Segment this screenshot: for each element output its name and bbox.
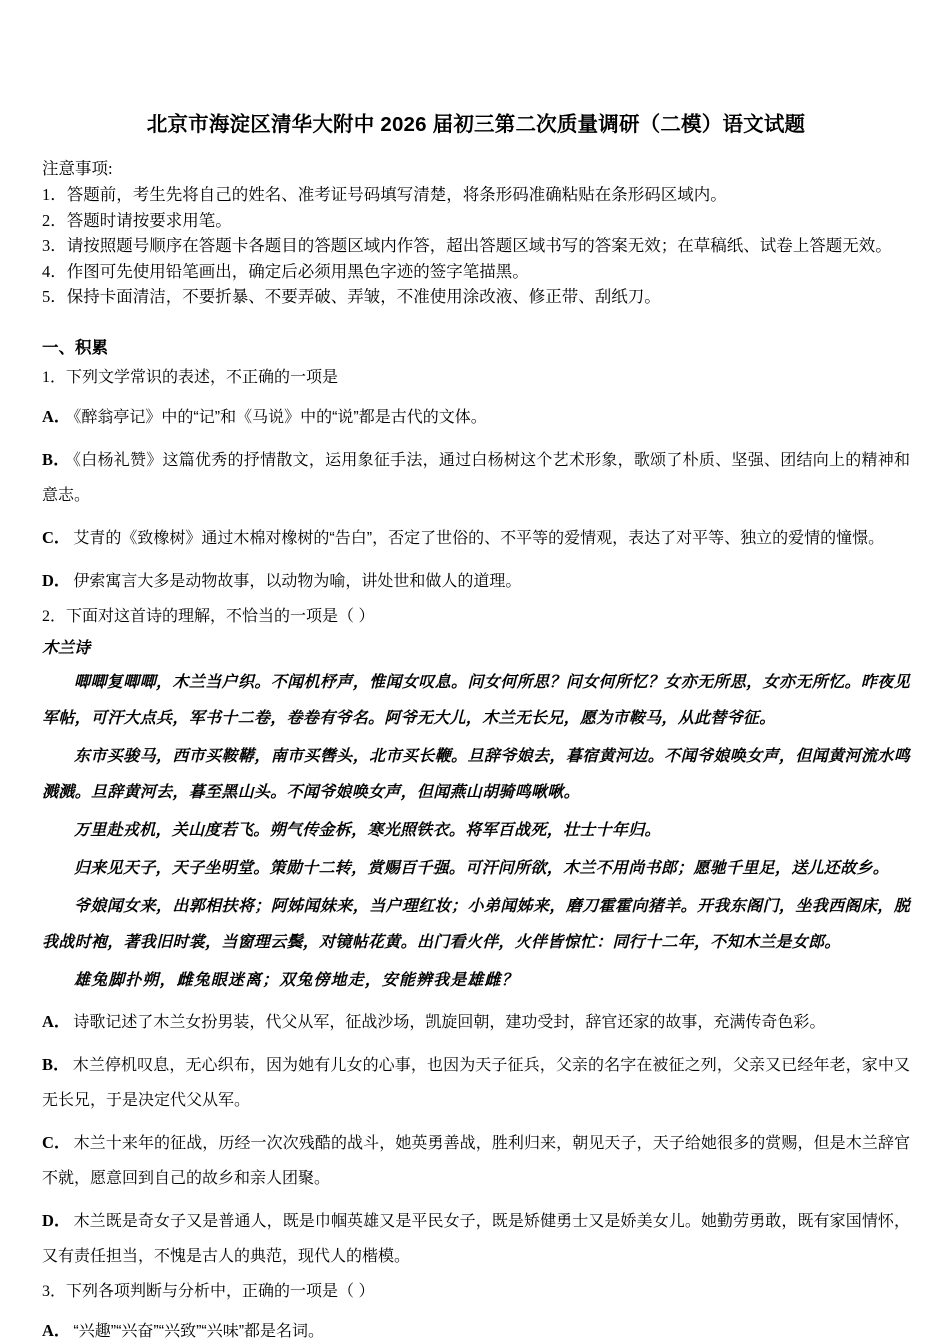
question-stem-3 bbox=[42, 1277, 910, 1305]
question-text: 下面对这首诗的理解，不恰当的一项是（ ） bbox=[66, 607, 375, 625]
section-heading-accumulation: 一、积累 bbox=[42, 338, 108, 357]
question-stem-2 bbox=[42, 602, 910, 630]
option-item[interactable] bbox=[42, 395, 910, 438]
poem-paragraph: 雄兔脚扑朔，雌兔眼迷离；双兔傍地走，安能辨我是雄雌？ bbox=[74, 971, 519, 989]
option-item[interactable] bbox=[42, 1043, 910, 1121]
question-number: 2． bbox=[42, 607, 67, 625]
option-text: 《醉翁亭记》中的“记”和《马说》中的“说”都是古代的文体。 bbox=[73, 408, 487, 426]
question-number: 3． bbox=[42, 1282, 67, 1300]
question-text: 下列各项判断与分析中，正确的一项是（ ） bbox=[66, 1282, 375, 1300]
notice-item: 1．答题前，考生先将自己的姓名、准考证号码填写清楚，将条形码准确粘贴在条形码区域内。 bbox=[42, 185, 727, 204]
question-number: 1． bbox=[42, 368, 67, 386]
option-item[interactable] bbox=[42, 1121, 910, 1199]
notice-heading: 注意事项: bbox=[42, 159, 113, 178]
option-letter: C． bbox=[42, 1132, 71, 1152]
poem-paragraph: 归来见天子，天子坐明堂。策勋十二转，赏赐百千强。可汗问所欲，木兰不用尚书郎；愿驰千里足，送儿还故乡。 bbox=[74, 859, 890, 877]
notice-item: 3．请按照题号顺序在答题卡各题目的答题区域内作答，超出答题区域书写的答案无效；在草稿纸、试卷上答题无效。 bbox=[42, 236, 892, 255]
poem-paragraph: 爷娘闻女来，出郭相扶将；阿姊闻妹来，当户理红妆；小弟闻姊来，磨刀霍霍向猪羊。开我东阁门，坐我西阁床，脱我战时袍，著我旧时裳，当窗理云鬓，对镜帖花黄。出门看火伴，火伴皆惊忙：同行十二年，不知木兰是女郎。 bbox=[42, 897, 910, 951]
poem-passage bbox=[42, 634, 910, 1000]
option-text: 木兰既是奇女子又是普通人，既是巾帼英雄又是平民女子，既是矫健勇士又是娇美女儿。她勤劳勇敢，既有家国情怀，又有责任担当，不愧是古人的典范，现代人的楷模。 bbox=[42, 1212, 910, 1265]
option-item[interactable] bbox=[42, 438, 910, 516]
notice-item: 5．保持卡面清洁，不要折暴、不要弄破、弄皱，不准使用涂改液、修正带、刮纸刀。 bbox=[42, 287, 661, 306]
option-item[interactable] bbox=[42, 559, 910, 602]
option-letter: A． bbox=[42, 406, 71, 426]
option-item[interactable] bbox=[42, 1000, 910, 1043]
option-text: 伊索寓言大多是动物故事，以动物为喻，讲处世和做人的道理。 bbox=[73, 572, 522, 590]
option-letter: D． bbox=[42, 570, 71, 590]
option-letter: B． bbox=[42, 449, 71, 469]
option-item[interactable] bbox=[42, 516, 910, 559]
option-letter: A． bbox=[42, 1320, 71, 1340]
poem-paragraph: 唧唧复唧唧，木兰当户织。不闻机杼声，惟闻女叹息。问女何所思？问女何所忆？女亦无所思，女亦无所忆。昨夜见军帖，可汗大点兵，军书十二卷，卷卷有爷名。阿爷无大儿，木兰无长兄，愿为市鞍马，从此替爷征。 bbox=[42, 673, 910, 727]
option-text: 诗歌记述了木兰女扮男装，代父从军，征战沙场，凯旋回朝，建功受封，辞官还家的故事，充满传奇色彩。 bbox=[73, 1013, 826, 1031]
page-title: 北京市海淀区清华大附中 2026 届初三第二次质量调研（二模）语文试题 bbox=[146, 113, 806, 136]
question-stem-1 bbox=[42, 363, 910, 391]
option-text: 木兰停机叹息，无心织布，因为她有儿女的心事，也因为天子征兵，父亲的名字在被征之列，父亲又已经年老，家中又无长兄，于是决定代父从军。 bbox=[42, 1056, 910, 1109]
poem-paragraph: 东市买骏马，西市买鞍鞯，南市买辔头，北市买长鞭。旦辞爷娘去，暮宿黄河边。不闻爷娘唤女声，但闻黄河流水鸣溅溅。旦辞黄河去，暮至黑山头。不闻爷娘唤女声，但闻燕山胡骑鸣啾啾。 bbox=[42, 747, 910, 801]
poem-title: 木兰诗 bbox=[42, 639, 91, 657]
option-text: 艾青的《致橡树》通过木棉对橡树的“告白”，否定了世俗的、不平等的爱情观，表达了对平等、独立的爱情的憧憬。 bbox=[73, 529, 885, 547]
option-text: “兴趣”“兴奋”“兴致”“兴味”都是名词。 bbox=[73, 1322, 325, 1340]
option-text: 木兰十来年的征战，历经一次次残酷的战斗，她英勇善战，胜利归来，朝见天子，天子给她很多的赏赐，但是木兰辞官不就，愿意回到自己的故乡和亲人团聚。 bbox=[42, 1134, 910, 1187]
poem-paragraph: 万里赴戎机，关山度若飞。朔气传金柝，寒光照铁衣。将军百战死，壮士十年归。 bbox=[74, 821, 661, 839]
option-item[interactable] bbox=[42, 1199, 910, 1277]
notice-item: 2．答题时请按要求用笔。 bbox=[42, 210, 232, 230]
option-letter: C． bbox=[42, 527, 71, 547]
question-text: 下列文学常识的表述，不正确的一项是 bbox=[66, 368, 339, 386]
option-letter: B． bbox=[42, 1054, 70, 1074]
option-text: 《白杨礼赞》这篇优秀的抒情散文，运用象征手法，通过白杨树这个艺术形象，歌颂了朴质、坚强、团结向上的精神和意志。 bbox=[42, 451, 910, 504]
notice-block bbox=[42, 156, 910, 310]
option-letter: A． bbox=[42, 1011, 71, 1031]
notice-item: 4．作图可先使用铅笔画出，确定后必须用黑色字迹的签字笔描黑。 bbox=[42, 261, 529, 281]
option-item[interactable] bbox=[42, 1309, 910, 1344]
option-letter: D． bbox=[42, 1210, 71, 1230]
